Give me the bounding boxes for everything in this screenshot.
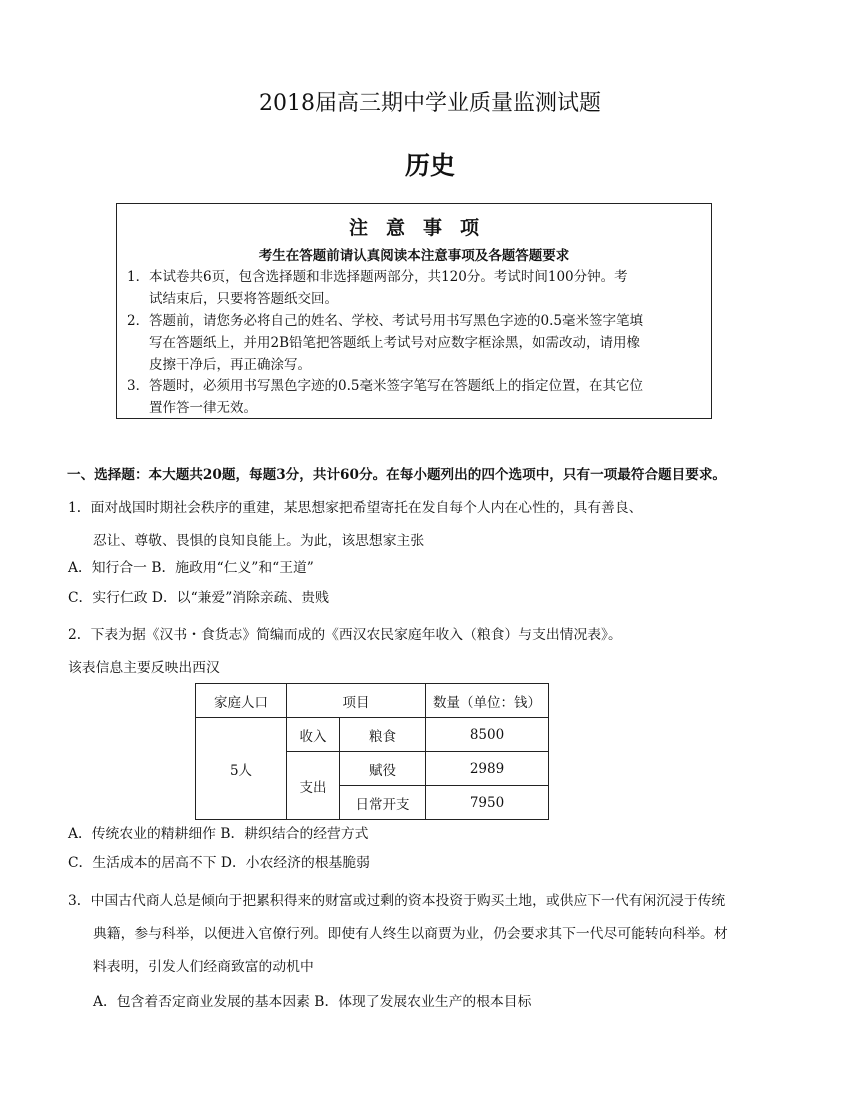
subject-title: 历史 — [404, 151, 455, 180]
table-cell-daily-value: 7950 — [426, 786, 549, 820]
notice-subheading: 考生在答题前请认真阅读本注意事项及各题答题要求 — [258, 248, 570, 264]
question-3-stem: 3．中国古代商人总是倾向于把累积得来的财富或过剩的资本投资于购买土地，或供应下一代有闲沉浸于传统 — [68, 893, 726, 909]
question-3-options-ab: A．包含着否定商业发展的基本因素 B．体现了发展农业生产的根本目标 — [93, 994, 532, 1010]
notice-item-line: 皮擦干净后，再正确涂写。 — [149, 357, 311, 373]
table-cell-income: 收入 — [287, 718, 340, 752]
table-header-amount: 数量（单位：钱） — [426, 684, 549, 718]
notice-item-line: 写在答题纸上，并用2B铅笔把答题纸上考试号对应数字框涂黑，如需改动，请用橡 — [149, 335, 641, 351]
notice-box — [116, 203, 712, 419]
question-2-options-cd: C．生活成本的居高不下 D．小农经济的根基脆弱 — [68, 855, 370, 871]
notice-item-line: 置作答一律无效。 — [149, 400, 257, 416]
section-heading: 一、选择题：本大题共20题，每题3分，共计60分。在每小题列出的四个选项中，只有一项最符合题目要求。 — [67, 467, 727, 483]
notice-heading: 注意事项 — [348, 217, 497, 239]
notice-item-number: 2． — [127, 313, 150, 329]
question-2-stem: 2．下表为据《汉书・食货志》简编而成的《西汉农民家庭年收入（粮食）与支出情况表》。 — [68, 627, 622, 643]
notice-item-number: 3． — [127, 378, 150, 394]
table-cell-grain-value: 8500 — [426, 718, 549, 752]
question-2-options-ab: A．传统农业的精耕细作 B．耕织结合的经营方式 — [68, 826, 369, 842]
table-cell-expense: 支出 — [287, 752, 340, 820]
exam-title: 2018届高三期中学业质量监测试题 — [259, 91, 601, 116]
notice-item-line: 本试卷共6页，包含选择题和非选择题两部分，共120分。考试时间100分钟。考 — [149, 269, 628, 285]
question-2-stem-cont: 该表信息主要反映出西汉 — [68, 660, 220, 676]
question-3-stem-cont: 典籍，参与科举，以便进入官僚行列。即使有人终生以商贾为业，仍会要求其下一代尽可能转向科举。材 — [93, 926, 728, 942]
table-cell-tax: 赋役 — [340, 752, 426, 786]
notice-item-number: 1． — [127, 269, 150, 285]
table-cell-tax-value: 2989 — [426, 752, 549, 786]
question-1-stem: 1．面对战国时期社会秩序的重建，某思想家把希望寄托在发自每个人内在心性的，具有善良、 — [68, 500, 643, 516]
question-1-stem-cont: 忍让、尊敬、畏惧的良知良能上。为此，该思想家主张 — [93, 533, 425, 549]
notice-item-line: 答题时，必须用书写黑色字迹的0.5毫米签字笔写在答题纸上的指定位置，在其它位 — [149, 378, 643, 394]
table-cell-grain: 粮食 — [340, 718, 426, 752]
notice-item-line: 试结束后，只要将答题纸交回。 — [149, 291, 338, 307]
table-cell-family: 5人 — [196, 718, 287, 820]
question-3-stem-cont2: 料表明，引发人们经商致富的动机中 — [93, 959, 314, 975]
question-1-options-ab: A．知行合一 B．施政用“仁义”和“王道” — [68, 560, 314, 576]
table-header-item: 项目 — [287, 684, 426, 718]
table-header-family: 家庭人口 — [196, 684, 287, 718]
notice-item-line: 答题前，请您务必将自己的姓名、学校、考试号用书写黑色字迹的0.5毫米签字笔填 — [149, 313, 643, 329]
question-1-options-cd: C．实行仁政 D．以“兼爱”消除亲疏、贵贱 — [68, 590, 329, 606]
income-expense-table — [195, 683, 549, 820]
table-cell-daily: 日常开支 — [340, 786, 426, 820]
